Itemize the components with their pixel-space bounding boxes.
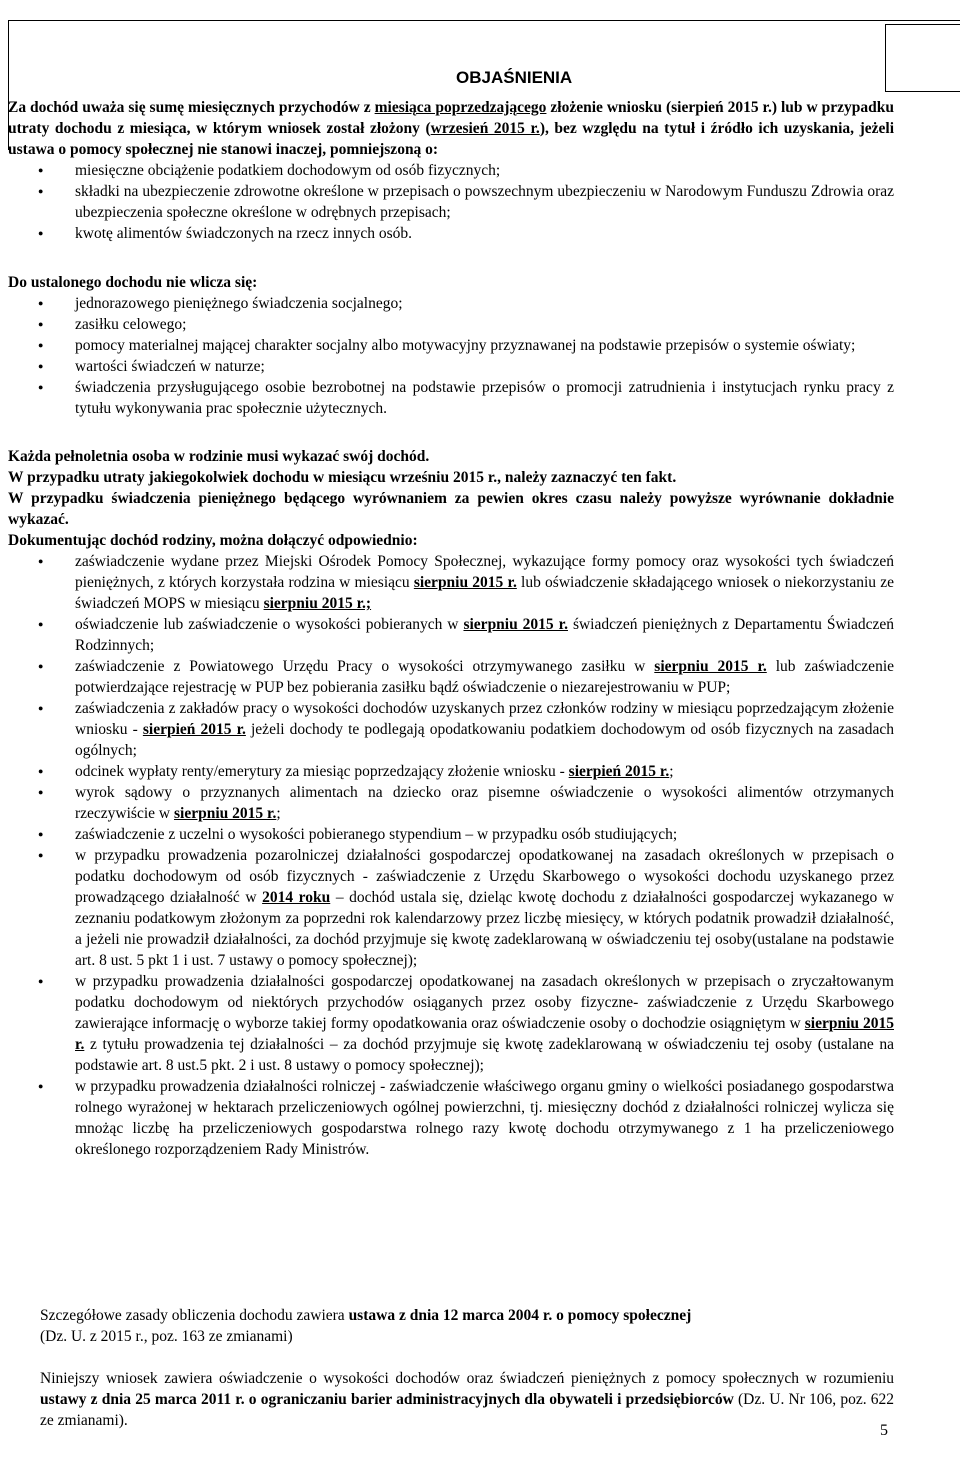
intro-month-preceding: miesiąca poprzedzającego <box>374 99 547 116</box>
documents-list <box>8 551 894 1160</box>
list-item: ● wartości świadczeń w naturze; <box>8 356 894 377</box>
excluded-list <box>8 293 894 419</box>
excluded-section <box>8 272 894 419</box>
list-item: ● miesięczne obciążenie podatkiem dochodowym od osób fizycznych; <box>8 160 894 181</box>
intro-section <box>8 97 894 244</box>
list-item: ● pomocy materialnej mającej charakter socjalny albo motywacyjny przyznawanej na podstawie przepisów o systemie oświaty; <box>8 335 894 356</box>
list-item: ● jednorazowego pieniężnego świadczenia socjalnego; <box>8 293 894 314</box>
documents-heading: Dokumentując dochód rodziny, można dołączyć odpowiednio: <box>8 532 418 549</box>
note-adult-income: Każda pełnoletnia osoba w rodzinie musi wykazać swój dochód. <box>8 448 430 465</box>
list-item: ● zaświadczenia z zakładów pracy o wysokości dochodów uzyskanych przez członków rodziny w miesiącu poprzedzającym złożenie wniosku - sierpień 2015 r. jeżeli dochody te podlegają opodatkowaniu podatkiem dochodowym od osób fizycznych na zasadach ogólnych; <box>8 698 894 761</box>
intro-end: ), bez względu na tytuł i źródło ich uzyskania, jeżeli ustawa o pomocy społecznej nie stanowi inaczej, pomniejszoną o: <box>8 120 894 158</box>
footer-legal-basis: Szczegółowe zasady obliczenia dochodu zawiera ustawa z dnia 12 marca 2004 r. o pomocy społecznej (Dz. U. z 2015 r., poz. 163 ze zmianami) <box>40 1307 692 1345</box>
note-income-loss: W przypadku utraty jakiegokolwiek dochodu w miesiącu wrześniu 2015 r., należy zaznaczyć ten fakt. <box>8 469 677 486</box>
intro-month-september: wrzesień 2015 r. <box>430 120 540 137</box>
footer-declaration: Niniejszy wniosek zawiera oświadczenie o wysokości dochodów oraz świadczeń pieniężnych z pomocy społecznych w rozumieniu ustawy z dnia 25 marca 2011 r. o ograniczaniu barier administracyjnych dla obywateli i przedsiębiorców (Dz. U. Nr 106, poz. 622 ze zmianami). <box>40 1370 894 1429</box>
list-item: ● składki na ubezpieczenie zdrowotne określone w przepisach o powszechnym ubezpieczeniu w Narodowym Funduszu Zdrowia oraz ubezpieczenia społeczne określone w odrębnych przepisach; <box>8 181 894 223</box>
list-item: ● zaświadczenie wydane przez Miejski Ośrodek Pomocy Społecznej, wykazujące formy pomocy oraz wysokości tych świadczeń pieniężnych, z których korzystała rodzina w miesiącu sierpniu 2015 r. lub oświadczenie składającego wniosek o niekorzystaniu ze świadczeń MOPS w miesiącu sierpniu 2015 r.; <box>8 551 894 614</box>
list-item: ● wyrok sądowy o przyznanych alimentach na dziecko oraz pisemne oświadczenie o wysokości alimentów otrzymanych rzeczywiście w sierpniu 2015 r.; <box>8 782 894 824</box>
documents-section <box>8 530 894 1160</box>
notes-section <box>8 446 894 530</box>
list-item: ● zaświadczenie z Powiatowego Urzędu Pracy o wysokości otrzymywanego zasiłku w sierpniu 2015 r. lub zaświadczenie potwierdzające rejestrację w PUP bez pobierania zasiłku bądź oświadczenie o niezarejestrowaniu w PUP; <box>8 656 894 698</box>
list-item: ● w przypadku prowadzenia pozarolniczej działalności gospodarczej opodatkowanej na zasadach określonych w przepisach o podatku dochodowym od osób fizycznych - zaświadczenie z Urzędu Skarbowego o wysokości dochodu uzyskanego przez prowadzącego działalność w 2014 roku – dochód ustala się, dzieląc kwotę dochodu z działalności gospodarczej wykazanego w zeznaniu podatkowym złożonym za poprzedni rok kalendarzowy przez liczbę miesięcy, w których podatnik prowadził działalność, a jeżeli nie prowadził działalności, za dochód przyjmuje się kwotę zadeklarowaną w oświadczeniu tej osoby(ustalane na podstawie art. 8 ust. 5 pkt 1 i ust. 7 ustawy o pomocy społecznej); <box>8 845 894 971</box>
list-item: ● oświadczenie lub zaświadczenie o wysokości pobieranych w sierpniu 2015 r. świadczeń pieniężnych z Departamentu Świadczeń Rodzinnych; <box>8 614 894 656</box>
note-compensation: W przypadku świadczenia pieniężnego będącego wyrównaniem za pewien okres czasu należy powyższe wyrównanie dokładnie wykazać. <box>8 490 894 528</box>
page-title: OBJAŚNIENIA <box>456 68 573 87</box>
frame-corner-box <box>885 24 960 92</box>
list-item: ● zaświadczenie z uczelni o wysokości pobieranego stypendium – w przypadku osób studiujących; <box>8 824 894 845</box>
list-item: ● kwotę alimentów świadczonych na rzecz innych osób. <box>8 223 894 244</box>
intro-lead: Za dochód uważa się sumę miesięcznych przychodów z <box>8 99 371 116</box>
page-number: 5 <box>880 1422 888 1439</box>
list-item: ● świadczenia przysługującego osobie bezrobotnej na podstawie przepisów o promocji zatrudnienia i instytucjach rynku pracy z tytułu wykonywania prac społecznie użytecznych. <box>8 377 894 419</box>
list-item: ● w przypadku prowadzenia działalności rolniczej - zaświadczenie właściwego organu gminy o wielkości posiadanego gospodarstwa rolnego wyrażonej w hektarach przeliczeniowych ogólnej powierzchni, tj. miesięczny dochód z działalności rolniczej wylicza się mnożąc liczbę ha przeliczeniowych gospodarstwa rolnego razy kwotę dochodu otrzymywanego z 1 ha przeliczeniowego określonego rozporządzeniem Rady Ministrów. <box>8 1076 894 1160</box>
list-item: ● w przypadku prowadzenia działalności gospodarczej opodatkowanej na zasadach określonych w przepisach o zryczałtowanym podatku dochodowym od niektórych przychodów osiąganych przez osoby fizyczne- zaświadczenie z Urzędu Skarbowego zawierające informację o wyborze takiej formy opodatkowania oraz oświadczenie osoby o dochodzie osiągniętym w sierpniu 2015 r. z tytułu prowadzenia tej działalności – za dochód przyjmuje się kwotę zadeklarowaną w oświadczeniu tej osoby (ustalane na podstawie art. 8 ust.5 pkt. 2 i ust. 8 ustawy o pomocy społecznej); <box>8 971 894 1076</box>
deductions-list <box>8 160 894 244</box>
intro-mid: złożenie wniosku (sierpień 2015 r.) lub w przypadku utraty dochodu z miesiąca, w którym wniosek został złożony ( <box>8 99 895 137</box>
frame-top-line <box>8 20 960 21</box>
list-item: ● zasiłku celowego; <box>8 314 894 335</box>
excluded-heading: Do ustalonego dochodu nie wlicza się: <box>8 274 258 291</box>
list-item: ● odcinek wypłaty renty/emerytury za miesiąc poprzedzający złożenie wniosku - sierpień 2015 r.; <box>8 761 894 782</box>
